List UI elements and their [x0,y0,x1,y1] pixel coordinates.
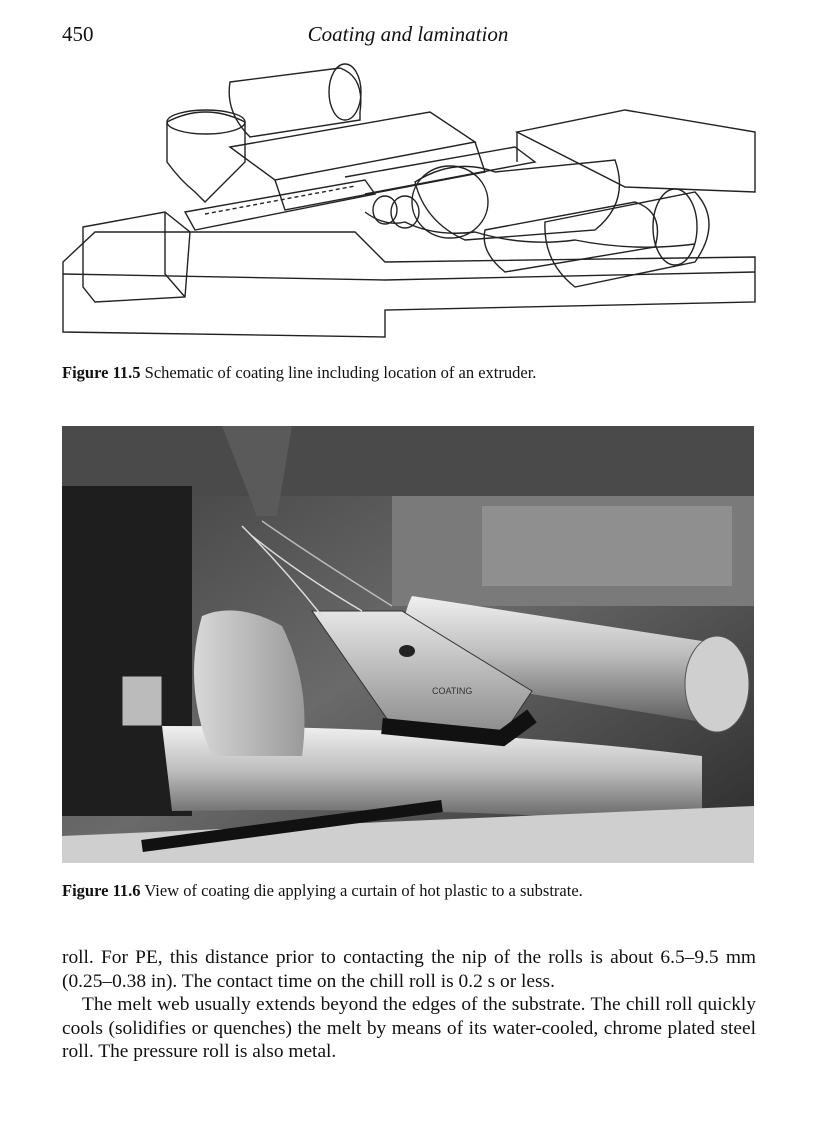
figure-11-6-caption [62,881,762,901]
body-paragraph: The melt web usually extends beyond the edges of the substrate. The chill roll quickly cools (solidifies or quenches) the melt by means of its water-cooled, chrome plated steel roll. The pressure roll is also metal. [62,994,756,1062]
winder-housing [517,110,755,192]
die-label: COATING [432,686,473,696]
figure-label: Figure 11.6 [62,881,141,900]
hopper [167,112,245,202]
figure-caption-text: View of coating die applying a curtain of hot plastic to a substrate. [144,881,583,900]
figure-11-5-caption [62,363,762,383]
page-header [62,22,754,54]
chill-roll [415,160,620,240]
page-number: 450 [62,22,94,46]
web-path [365,212,695,247]
body-paragraph: roll. For PE, this distance prior to contacting the nip of the rolls is about 6.5–9.5 mm (0.25–0.38 in). The contact time on the chill roll is 0.2 s or less. [62,947,756,992]
body-text [62,946,756,1064]
figure-11-6-photo [62,426,754,863]
unwind-roll [229,68,361,137]
extruder-drive-box [83,212,190,302]
figure-caption-text: Schematic of coating line including location of an extruder. [144,363,537,382]
running-title: Coating and lamination [307,22,509,46]
figure-11-5-schematic [55,62,760,347]
figure-label: Figure 11.5 [62,363,141,382]
rewind-roll [545,192,709,287]
